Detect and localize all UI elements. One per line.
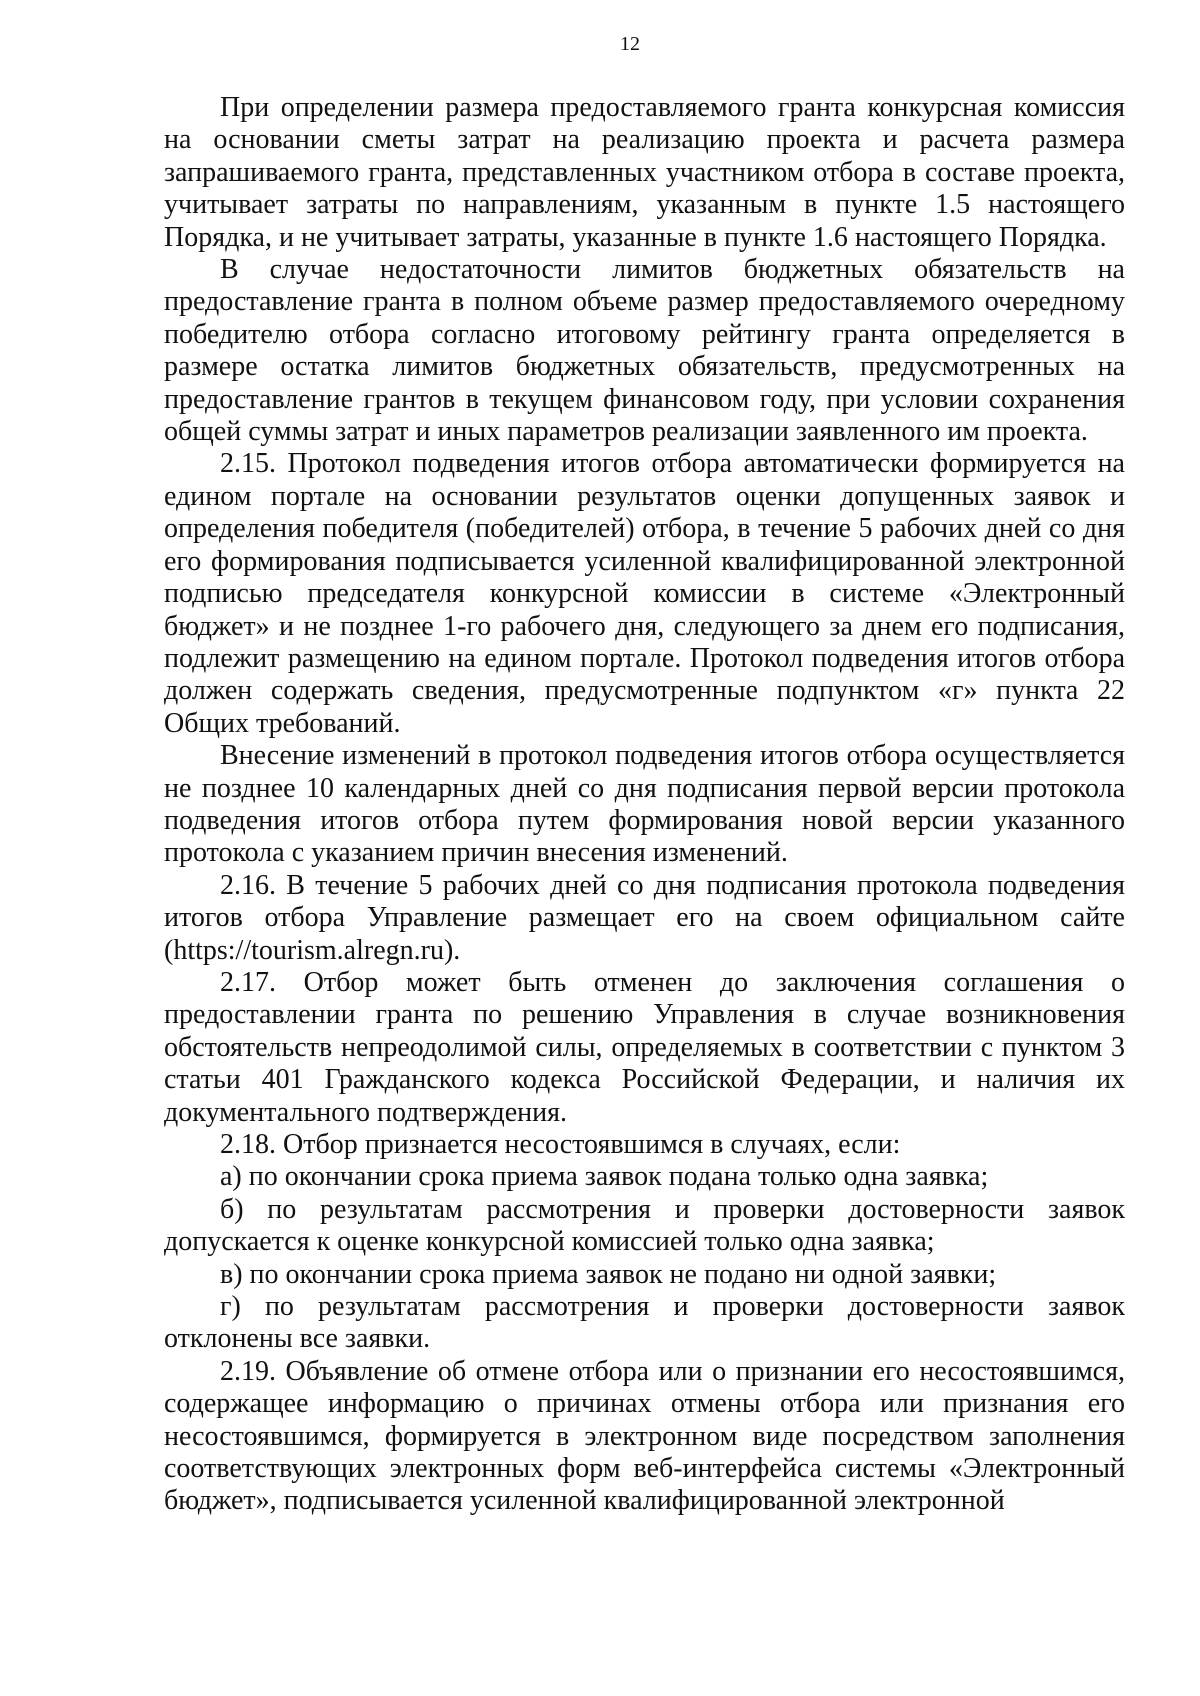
list-item-a: а) по окончании срока приема заявок подана только одна заявка; [220, 1161, 989, 1193]
paragraph-2-16: 2.16. В течение 5 рабочих дней со дня подписания протокола подведения итогов отбора Управление размещает его на своем официальном сайте (https://tourism.alregn.ru). [164, 869, 1125, 966]
paragraph-2-17: 2.17. Отбор может быть отменен до заключения соглашения о предоставлении гранта по решению Управления в случае возникновения обстоятельств непреодолимой силы, определяемых в соответствии с пунктом 3 статьи 401 Гражданского кодекса Российской Федерации, и наличия их документального подтверждения. [164, 966, 1125, 1128]
page-number: 12 [620, 33, 640, 55]
paragraph-2-18: 2.18. Отбор признается несостоявшимся в случаях, если: [220, 1129, 901, 1160]
list-item-b: б) по результатам рассмотрения и проверки достоверности заявок допускается к оценке конкурсной комиссией только одна заявка; [164, 1193, 1125, 1258]
paragraph-grant-size: При определении размера предоставляемого гранта конкурсная комиссия на основании сметы затрат на реализацию проекта и расчета размера запрашиваемого гранта, представленных участником отбора в составе проекта, учитывает затраты по направлениям, указанным в пункте 1.5 настоящего Порядка, и не учитывает затраты, указанные в пункте 1.6 настоящего Порядка. [164, 92, 1125, 253]
list-item-v: в) по окончании срока приема заявок не подано ни одной заявки; [220, 1258, 997, 1290]
document-body [164, 92, 1125, 1518]
paragraph-budget-limits: В случае недостаточности лимитов бюджетных обязательств на предоставление гранта в полном объеме размер предоставляемого очередному победителю отбора согласно итоговому рейтингу гранта определяется в размере остатка лимитов бюджетных обязательств, предусмотренных на предоставление грантов в текущем финансовом году, при условии сохранения общей суммы затрат и иных параметров реализации заявленного им проекта. [164, 254, 1125, 448]
paragraph-2-19: 2.19. Объявление об отмене отбора или о признании его несостоявшимся, содержащее информацию о причинах отмены отбора или признания его несостоявшимся, формируется в электронном виде посредством заполнения соответствующих электронных форм веб-интерфейса системы «Электронный бюджет», подписывается усиленной квалифицированной электронной [164, 1355, 1125, 1517]
list-item-g: г) по результатам рассмотрения и проверки достоверности заявок отклонены все заявки. [164, 1291, 1125, 1355]
paragraph-2-15: 2.15. Протокол подведения итогов отбора автоматически формируется на едином портале на основании результатов оценки допущенных заявок и определения победителя (победителей) отбора, в течение 5 рабочих дней со дня его формирования подписывается усиленной квалифицированной электронной подписью председателя конкурсной комиссии в системе «Электронный бюджет» и не позднее 1-го рабочего дня, следующего за днем его подписания, подлежит размещению на едином портале. Протокол подведения итогов отбора должен содержать сведения, предусмотренные подпунктом «г» пункта 22 Общих требований. [164, 448, 1125, 739]
paragraph-protocol-changes: Внесение изменений в протокол подведения итогов отбора осуществляется не позднее 10 календарных дней со дня подписания первой версии протокола подведения итогов отбора путем формирования новой версии указанного протокола с указанием причин внесения изменений. [164, 740, 1125, 869]
